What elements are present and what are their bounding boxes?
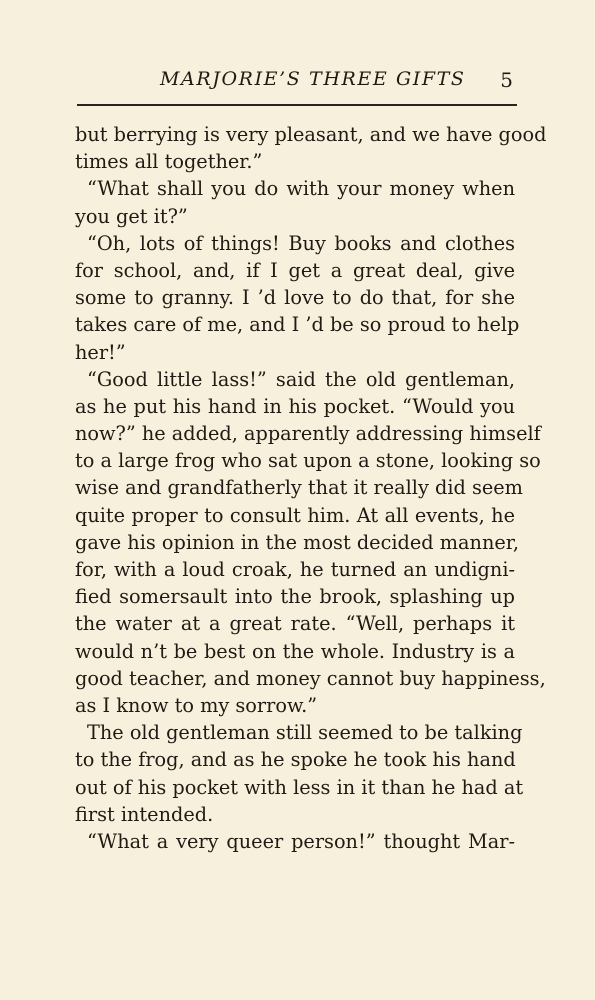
- text-line: takes care of me, and I ’d be so proud to help: [75, 313, 520, 337]
- text-line: but berrying is very pleasant, and we have good: [75, 123, 547, 146]
- text-line: first intended.: [75, 802, 214, 826]
- text-line: to a large frog who sat upon a stone, looking so: [75, 449, 541, 473]
- header-rule: [77, 104, 517, 106]
- text-line: now?” he added, apparently addressing himself: [75, 422, 541, 446]
- text-line: out of his pocket with less in it than he had at: [75, 775, 524, 799]
- text-line: would n’t be best on the whole. Industry is a: [75, 639, 515, 663]
- text-line: good teacher, and money cannot buy happiness,: [75, 666, 546, 690]
- running-head: [77, 66, 517, 100]
- text-line: times all together.”: [75, 150, 263, 174]
- text-line: for school, and, if I get a great deal, give: [75, 258, 515, 282]
- text-line: “Oh, lots of things! Buy books and clothes: [87, 231, 515, 255]
- text-line: quite proper to consult him. At all events, he: [75, 503, 515, 527]
- text-line: The old gentleman still seemed to be talking: [87, 721, 523, 745]
- text-line: “What shall you do with your money when: [87, 177, 515, 201]
- text-line: you get it?”: [75, 204, 188, 228]
- text-line: fied somersault into the brook, splashing up: [75, 585, 515, 609]
- text-line: to the frog, and as he spoke he took his hand: [75, 748, 516, 772]
- text-line: her!”: [75, 340, 126, 364]
- text-line: as I know to my sorrow.”: [75, 693, 318, 717]
- page-number: 5: [500, 68, 513, 92]
- text-line: “What a very queer person!” thought Mar-: [87, 829, 515, 853]
- text-line: for, with a loud croak, he turned an undigni-: [75, 558, 515, 581]
- text-line: as he put his hand in his pocket. “Would you: [75, 394, 515, 418]
- text-line: some to granny. I ’d love to do that, for she: [75, 286, 515, 310]
- text-line: “Good little lass!” said the old gentleman,: [87, 367, 515, 391]
- body-text: [75, 121, 547, 855]
- text-line: wise and grandfatherly that it really did seem: [75, 476, 523, 500]
- text-line: gave his opinion in the most decided manner,: [75, 530, 520, 554]
- running-title: MARJORIE’S THREE GIFTS: [160, 68, 466, 90]
- text-line: the water at a great rate. “Well, perhaps it: [75, 612, 515, 636]
